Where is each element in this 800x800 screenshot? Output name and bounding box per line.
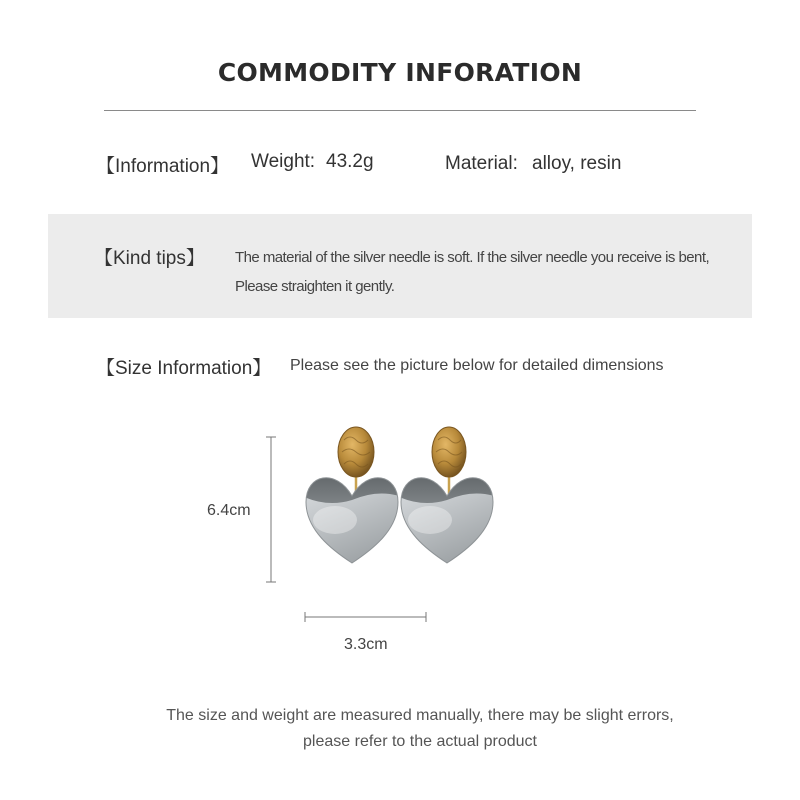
- kind-tips-line-1: The material of the silver needle is soft. If the silver needle you receive is bent,: [235, 249, 710, 266]
- width-dimension-line: [305, 612, 426, 622]
- right-earring: [395, 427, 500, 570]
- weight-value: 43.2g: [326, 151, 374, 172]
- material-value: alloy, resin: [532, 153, 622, 174]
- material-label: Material:: [445, 153, 518, 174]
- height-dimension-label: 6.4cm: [207, 502, 251, 519]
- weight-label: Weight:: [251, 151, 316, 172]
- width-dimension-label: 3.3cm: [344, 636, 388, 653]
- height-dimension-line: [266, 437, 276, 582]
- left-earring: [300, 427, 405, 570]
- kind-tips-line-2: Please straighten it gently.: [235, 278, 395, 295]
- page-title: COMMODITY INFORATION: [217, 58, 583, 87]
- information-label: 【Information】: [96, 156, 230, 177]
- kind-tips-label: 【Kind tips】: [94, 248, 205, 269]
- measurement-note-line-1: The size and weight are measured manually, there may be slight errors,: [166, 707, 674, 724]
- size-description: Please see the picture below for detailed dimensions: [290, 357, 664, 374]
- measurement-note-line-2: please refer to the actual product: [303, 733, 537, 750]
- measurement-note: [140, 703, 700, 755]
- size-information-label: 【Size Information】: [96, 358, 272, 379]
